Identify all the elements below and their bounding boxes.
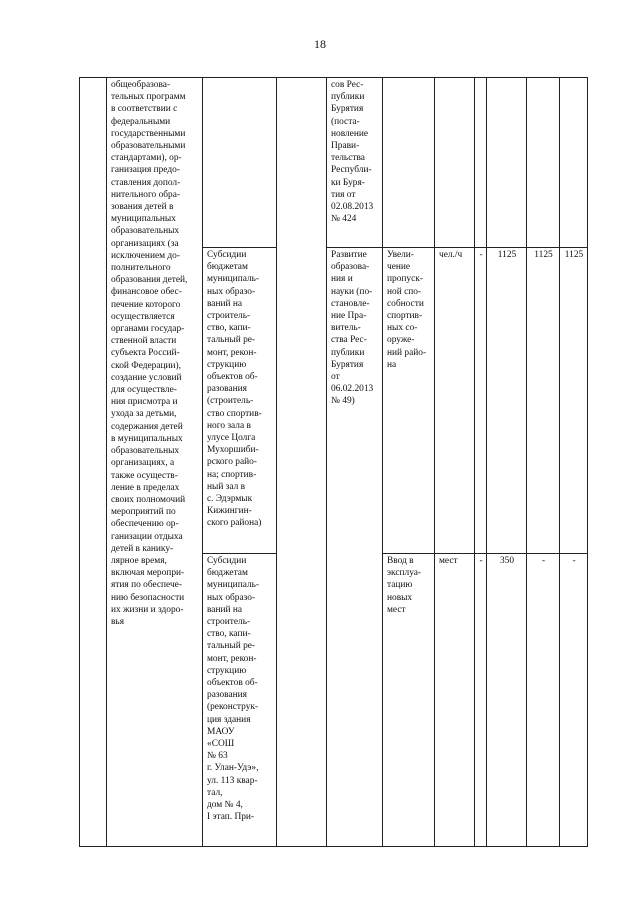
program-table	[79, 77, 588, 847]
program-cell: сов Рес- публики Бурятия (поста- новление Прави- тельства Республи- ки Буря- тия от 02.08.2013 № 424	[327, 78, 383, 248]
empty-cell	[277, 78, 327, 847]
measure-cell: Субсидии бюджетам муниципаль- ных образо- ваний на строитель- ство, капи- тальный ре- монт, рекон- струкцию объектов об- разования (реконструк- ция здания МАОУ «СОШ № 63 г. Улан-Удэ», ул. 113 квар- тал, дом № 4, I этап. При-	[203, 554, 277, 847]
value-cell: 1125	[527, 248, 560, 554]
measure-cell: Субсидии бюджетам муниципаль- ных образо- ваний на строитель- ство, капи- тальный ре- монт, рекон- струкцию объектов об- разования (строитель- ство спортив- ного зала в улусе Цолга Мухоршиби- рского райо- на; спортив- ный зал в с. Эдэрмык Кижингин- ского района)	[203, 248, 277, 554]
table-row	[80, 78, 588, 248]
value-cell	[560, 78, 588, 248]
base-value-cell: -	[475, 248, 487, 554]
value-cell: 1125	[487, 248, 527, 554]
value-cell	[527, 78, 560, 248]
indicator-cell: Увели- чение пропуск- ной спо- собности спортив- ных со- оруже- ний райо- на	[383, 248, 435, 554]
unit-cell: мест	[435, 554, 475, 847]
page-number: 18	[314, 37, 326, 51]
value-cell: 1125	[560, 248, 588, 554]
base-value-cell: -	[475, 554, 487, 847]
base-value-cell	[475, 78, 487, 248]
task-description-cell: общеобразова- тельных программ в соответствии с федеральными государственными образовательными стандартами), ор- ганизация предо- ставления допол- нительного обра- зования детей в муниципальных образовательных организациях (за исключением до- полнительного образования детей, финансовое обес- печение которого осуществляется органами государ- ственной власти субъекта Россий- ской Федерации), создание условий для осуществле- ния присмотра и ухода за детьми, содержания детей в муниципальных образовательных организациях, а также осуществ- ление в пределах своих полномочий мероприятий по обеспечению ор- ганизации отдыха детей в канику- лярное время, включая меропри- ятия по обеспече- нию безопасности их жизни и здоро- вья	[107, 78, 203, 847]
value-cell: -	[560, 554, 588, 847]
indicator-cell	[383, 78, 435, 248]
value-cell	[487, 78, 527, 248]
measure-cell	[203, 78, 277, 248]
empty-number-cell	[80, 78, 107, 847]
unit-cell	[435, 78, 475, 248]
value-cell: -	[527, 554, 560, 847]
unit-cell: чел./ч	[435, 248, 475, 554]
value-cell: 350	[487, 554, 527, 847]
indicator-cell: Ввод в эксплуа- тацию новых мест	[383, 554, 435, 847]
program-cell: Развитие образова- ния и науки (по- становле- ние Пра- витель- ства Рес- публики Бурятия от 06.02.2013 № 49)	[327, 248, 383, 847]
